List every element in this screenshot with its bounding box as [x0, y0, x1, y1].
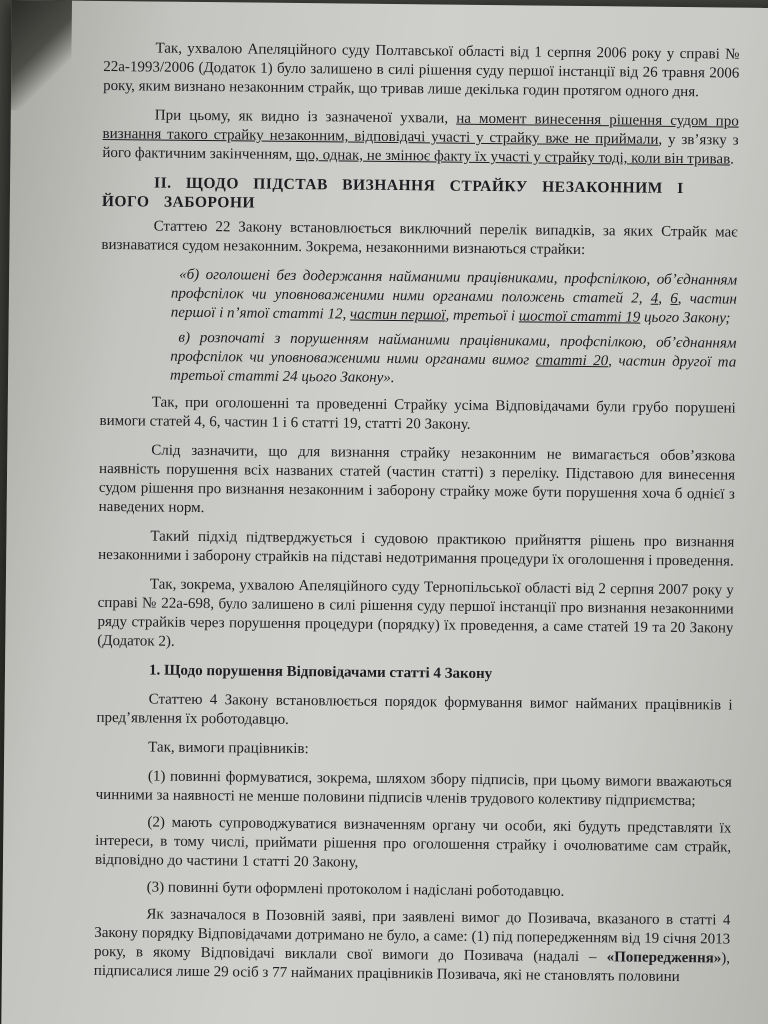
- paragraph-2: [102, 106, 739, 170]
- quote-b-art6: 6: [670, 290, 678, 307]
- paragraph-2-end: .: [730, 151, 735, 168]
- paragraph-1: Так, ухвалою Апеляційного суду Полтавської області від 1 серпня 2006 року у справі № 22а-1993/2006 (Додаток 1) було залишено в силі рішення суду першої інстанції від 26 травня 2006 року, яким визнано незаконним страйк, що тривав лише декілька годин протягом одного дня.: [103, 40, 740, 101]
- quote-b-parts: частин першої: [349, 306, 446, 324]
- quote-b-art19: шостої статті 19: [518, 308, 641, 326]
- quote-v-text: в) розпочаті з порушенням найманими працівниками, профспілкою, об’єднанням профспілок чи уповноваженими ними органами вимог: [170, 329, 737, 369]
- paragraph-2-underlined: на момент винесення рішення судом про визнання такого страйку незаконним, відповідачі участі у страйку вже не приймали: [102, 110, 739, 148]
- quote-b-art4: 4: [650, 290, 659, 307]
- paragraph-3: Статтею 22 Закону встановлюється виключний перелік випадків, за яких Страйк має визнаватися судом незаконним. Зокрема, незаконними визнаються страйки:: [101, 218, 738, 259]
- quote-b-end: цього Закону;: [640, 309, 731, 327]
- list-item-1: (1) повинні формуватися, зокрема, шляхом збору підписів, при цьому вимоги вважаються чинними за наявності не менше половини підписів членів трудового колективу підприємства;: [95, 768, 732, 810]
- quote-b-text-2: , частин першої і п’ятої статті 12,: [170, 290, 737, 323]
- document-body: [94, 39, 740, 998]
- paragraph-8: Статтею 4 Закону встановлюється порядок формування вимог найманих працівників і пред’явлення їх роботодавцю.: [96, 691, 733, 728]
- quote-v-end: , частин другої та третьої статті 24 цього Закону».: [169, 353, 737, 387]
- list-item-3: (3) повинні бути оформлені протоколом і надіслані роботодавцю.: [146, 879, 565, 900]
- quote-b-text-3: , третьої і: [445, 307, 519, 325]
- section-heading-2-text: ІІ. ЩОДО ПІДСТАВ ВИЗНАННЯ СТРАЙКУ НЕЗАКОННИМ І ЙОГО ЗАБОРОНИ: [101, 174, 684, 212]
- quote-item-b: [171, 266, 738, 329]
- quote-item-v: [170, 329, 737, 392]
- law-quote: [170, 266, 737, 392]
- quote-v-art20: статті 20: [535, 352, 609, 370]
- paragraph-4: Так, при оголошенні та проведенні Страйку усіма Відповідачами були грубо порушені вимоги статей 4, 6, частин 1 і 6 статті 19, статті 20 Закону.: [99, 394, 736, 433]
- paragraph-7: Так, зокрема, ухвалою Апеляційного суду Тернопільської області від 2 серпня 2007 року у справі № 22а-698, було залишено в силі рішення суду першої інстанції про визнання незаконними ряду страйків через порушення процедури (порядку) їх проведення, а саме статей 19 та 20 Закону (Додаток 2).: [97, 576, 734, 650]
- requirements-list: [95, 767, 732, 904]
- document-page: [1, 0, 768, 1024]
- subsection-heading-1: 1. Щодо порушення Відповідачами статті 4 Закону: [148, 662, 493, 683]
- paragraph-10-tail: ), підписалися лише 29 осіб з 77 найманих працівників Позивача, які не становлять половини: [93, 950, 731, 986]
- paragraph-6: Такий підхід підтверджується і судовою практикою прийняття рішень про визнання незаконними і заборону страйків на підставі недотримання процедури їх оголошення і проведення.: [98, 528, 735, 570]
- paragraph-10: [94, 905, 731, 988]
- paragraph-2-tail-underlined: що, однак, не змінює факту їх участі у страйку тоді, коли він тривав: [295, 146, 731, 168]
- paragraph-5: Слід зазначити, що для визнання страйку незаконним не вимагається обов’язкова наявність порушення всіх названих статей (частин статті) з переліку. Підставою для винесення судом рішення про визнання незаконним і заборону страйку може бути порушення хоча б однієї з наведених норм.: [98, 442, 736, 517]
- page-curl-shadow: [11, 0, 72, 111]
- section-heading-2: [102, 173, 738, 218]
- paragraph-10-bold: «Попередження»: [606, 949, 722, 967]
- paragraph-9: Так, вимоги працівників:: [148, 739, 309, 758]
- paragraph-2-lead: При цьому, як видно із зазначеної ухвали,: [154, 107, 457, 127]
- quote-b-text: «б) оголошені без додержання найманими працівниками, профспілкою, об’єднанням профспілок чи уповноваженими ними органами положень статей 2,: [170, 266, 738, 307]
- quote-b-comma: ,: [658, 290, 671, 307]
- paragraph-2-mid: , у зв’язку з його фактичним закінченням,: [102, 131, 739, 163]
- list-item-2: (2) мають супроводжуватися визначенням органу чи особи, які будуть представляти їх інтереси, в тому числі, приймати рішення про оголошення страйку і очолюватиме сам страйк, відповідно до частини 1 статті 20 Закону,: [94, 814, 732, 871]
- paragraph-10-text: Як зазначалося в Позовній заяві, при заявлені вимог до Позивача, вказаного в статті 4 Закону порядку Відповідачами дотримано не було, а саме: (1) під попередженням від 19 січня 2013 року, в якому Відповідачі виклали свої вимоги до Позивача (надалі –: [93, 906, 731, 966]
